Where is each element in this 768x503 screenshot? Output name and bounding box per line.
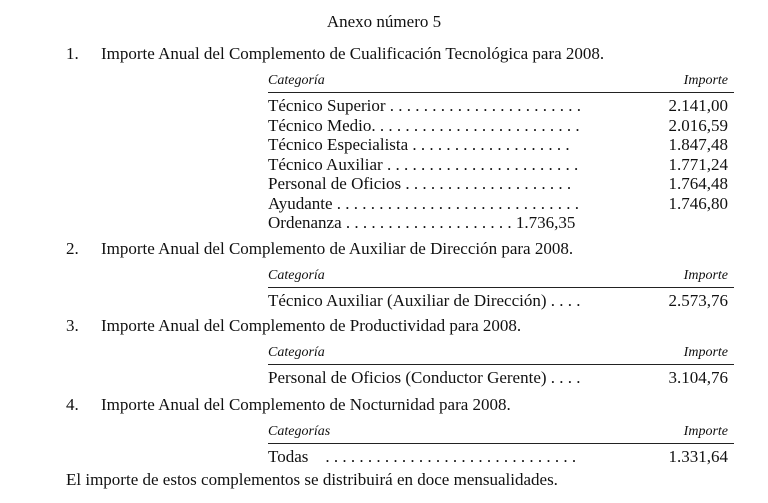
column-header-category: Categoría: [268, 73, 325, 88]
table-header: [268, 72, 734, 93]
table-row: [268, 291, 734, 311]
category-cell: Todas . . . . . . . . . . . . . . . . . . . . . . . . . . . . . .: [268, 447, 577, 466]
section-heading-text: Importe Anual del Complemento de Nocturnidad para 2008.: [101, 395, 511, 414]
amount-cell: 1.331,64: [668, 447, 728, 466]
amount-cell: 1.771,24: [668, 154, 728, 174]
amount-table: [268, 72, 734, 233]
column-header-category: Categorías: [268, 424, 331, 439]
section-number: 4.: [66, 395, 79, 414]
category-cell: Técnico Auxiliar . . . . . . . . . . . . . . . . . . . . . . .: [268, 154, 579, 174]
table-row: [268, 155, 734, 175]
category-cell: Técnico Auxiliar (Auxiliar de Dirección) . . . .: [268, 291, 581, 310]
column-header-amount: Importe: [683, 424, 728, 439]
category-cell: Ayudante . . . . . . . . . . . . . . . . . . . . . . . . . . . . .: [268, 193, 580, 213]
amount-table: [268, 423, 734, 467]
amount-table: [268, 267, 734, 311]
footer-note: El importe de estos complementos se distribuirá en doce mensualidades.: [66, 470, 558, 489]
table-header: [268, 344, 734, 365]
category-cell: Ordenanza . . . . . . . . . . . . . . . . . . . . 1.736,35: [268, 213, 576, 232]
table-row: [268, 194, 734, 214]
column-header-amount: Importe: [683, 73, 728, 88]
column-header-category: Categoría: [268, 268, 325, 283]
category-cell: Técnico Medio. . . . . . . . . . . . . . . . . . . . . . . . .: [268, 115, 580, 135]
table-row: [268, 368, 734, 388]
amount-cell: 1.764,48: [668, 174, 728, 193]
category-cell: Técnico Especialista . . . . . . . . . . . . . . . . . . .: [268, 135, 570, 154]
amount-table: [268, 344, 734, 388]
table-header: [268, 423, 734, 444]
table-row: [268, 135, 734, 155]
section-heading-text: Importe Anual del Complemento de Cualificación Tecnológica para 2008.: [101, 44, 605, 63]
section-number: 3.: [66, 316, 79, 335]
section-heading: [66, 44, 604, 64]
category-cell: Técnico Superior . . . . . . . . . . . . . . . . . . . . . . .: [268, 96, 582, 115]
table-row: [268, 96, 734, 116]
category-cell: Personal de Oficios (Conductor Gerente) . . . .: [268, 368, 581, 387]
table-row: [268, 447, 734, 467]
table-row: [268, 174, 734, 194]
section-number: 1.: [66, 44, 79, 63]
amount-cell: 2.141,00: [668, 96, 728, 115]
column-header-amount: Importe: [683, 345, 728, 360]
annex-title: Anexo número 5: [326, 12, 442, 31]
section-heading: [66, 395, 511, 415]
column-header-amount: Importe: [683, 268, 728, 283]
table-header: [268, 267, 734, 288]
section-number: 2.: [66, 239, 79, 258]
section-heading: [66, 239, 573, 259]
amount-cell: 3.104,76: [668, 368, 728, 387]
category-cell: Personal de Oficios . . . . . . . . . . . . . . . . . . . .: [268, 174, 572, 193]
section-heading-text: Importe Anual del Complemento de Auxiliar de Dirección para 2008.: [101, 239, 574, 258]
table-row: [268, 213, 734, 233]
section-heading-text: Importe Anual del Complemento de Productividad para 2008.: [101, 316, 522, 335]
column-header-category: Categoría: [268, 345, 325, 360]
section-heading: [66, 316, 521, 336]
amount-cell: 2.016,59: [668, 115, 728, 135]
amount-cell: 1.746,80: [668, 193, 728, 213]
amount-cell: 1.847,48: [668, 135, 728, 154]
table-row: [268, 116, 734, 136]
amount-cell: 2.573,76: [668, 291, 728, 310]
